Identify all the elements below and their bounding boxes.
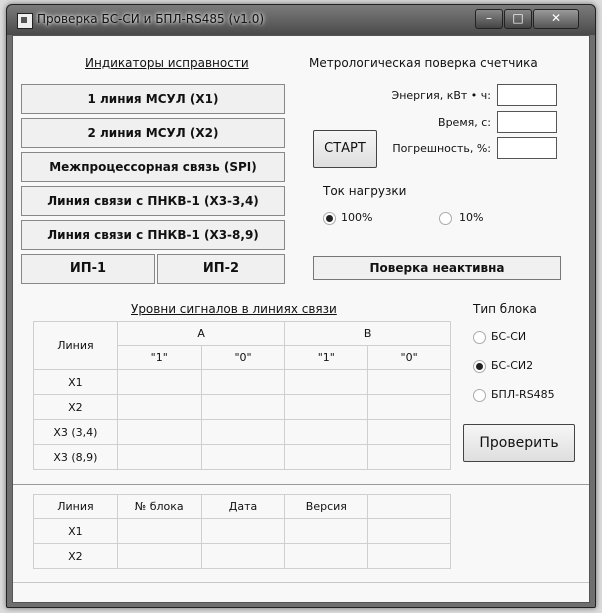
table-cell bbox=[368, 495, 451, 519]
block-type-label-bs-si2: БС-СИ2 bbox=[491, 359, 534, 372]
window-title: Проверка БС-СИ и БПЛ-RS485 (v1.0) bbox=[37, 12, 265, 26]
info-header-date: Дата bbox=[201, 495, 285, 519]
indicator-spi: Межпроцессорная связь (SPI) bbox=[21, 152, 285, 182]
block-type-radio-bs-si[interactable] bbox=[473, 331, 486, 344]
table-cell bbox=[368, 420, 451, 445]
table-cell bbox=[201, 445, 285, 470]
indicator-ip-2: ИП-2 bbox=[157, 254, 285, 284]
app-icon bbox=[17, 13, 33, 29]
table-cell bbox=[201, 370, 285, 395]
table-cell bbox=[285, 544, 368, 569]
energy-label: Энергия, кВт • ч: bbox=[391, 89, 491, 102]
table-cell bbox=[117, 370, 201, 395]
load-100-label: 100% bbox=[341, 211, 373, 224]
table-cell bbox=[117, 420, 201, 445]
bottom-divider bbox=[13, 582, 589, 583]
indicator-msul-line-2: 2 линия МСУЛ (X2) bbox=[21, 118, 285, 148]
signals-row-x2: X2 bbox=[34, 395, 118, 420]
signals-group-a: А bbox=[117, 322, 285, 346]
signals-sub-a1: "1" bbox=[117, 346, 201, 370]
time-field[interactable] bbox=[497, 111, 557, 133]
close-icon: ✕ bbox=[550, 11, 562, 25]
info-row-x2: X2 bbox=[34, 544, 118, 569]
client-area bbox=[12, 35, 590, 603]
close-button[interactable] bbox=[533, 9, 579, 29]
load-100-radio[interactable] bbox=[323, 212, 336, 225]
block-type-radio-bpl[interactable] bbox=[473, 389, 486, 402]
info-header-line: Линия bbox=[34, 495, 118, 519]
signals-line-header: Линия bbox=[34, 322, 118, 370]
minimize-icon: – bbox=[486, 11, 492, 25]
indicator-pnkv-34: Линия связи с ПНКВ-1 (X3-3,4) bbox=[21, 186, 285, 216]
table-cell bbox=[285, 370, 368, 395]
metrology-heading: Метрологическая поверка счетчика bbox=[309, 56, 538, 70]
load-10-radio[interactable] bbox=[439, 212, 452, 225]
signals-row-x1: X1 bbox=[34, 370, 118, 395]
indicator-ip-1: ИП-1 bbox=[21, 254, 155, 284]
signals-group-b: В bbox=[285, 322, 451, 346]
section-divider bbox=[13, 484, 589, 485]
block-type-label-bs-si: БС-СИ bbox=[491, 330, 527, 343]
info-row-x1: X1 bbox=[34, 519, 118, 544]
main-window bbox=[6, 4, 596, 608]
table-cell bbox=[285, 420, 368, 445]
table-cell bbox=[368, 544, 451, 569]
table-cell bbox=[201, 420, 285, 445]
table-cell bbox=[368, 445, 451, 470]
table-cell bbox=[285, 395, 368, 420]
block-type-label-bpl: БПЛ-RS485 bbox=[491, 388, 555, 401]
block-info-table bbox=[33, 494, 451, 569]
time-label: Время, с: bbox=[438, 116, 491, 129]
signals-heading: Уровни сигналов в линиях связи bbox=[131, 302, 337, 316]
indicator-msul-line-1: 1 линия МСУЛ (X1) bbox=[21, 84, 285, 114]
signals-sub-b1: "1" bbox=[285, 346, 368, 370]
info-header-block-no: № блока bbox=[117, 495, 201, 519]
verification-status: Поверка неактивна bbox=[313, 256, 561, 280]
signals-row-x3-34: X3 (3,4) bbox=[34, 420, 118, 445]
check-button[interactable]: Проверить bbox=[463, 424, 575, 462]
table-cell bbox=[117, 395, 201, 420]
minimize-button[interactable] bbox=[475, 9, 503, 29]
table-cell bbox=[117, 445, 201, 470]
info-header-version: Версия bbox=[285, 495, 368, 519]
error-label: Погрешность, %: bbox=[392, 142, 491, 155]
indicator-pnkv-89: Линия связи с ПНКВ-1 (X3-8,9) bbox=[21, 220, 285, 250]
maximize-button[interactable] bbox=[504, 9, 532, 29]
table-cell bbox=[368, 370, 451, 395]
error-field[interactable] bbox=[497, 137, 557, 159]
table-cell bbox=[285, 445, 368, 470]
table-cell bbox=[201, 395, 285, 420]
signals-sub-a0: "0" bbox=[201, 346, 285, 370]
indicators-heading: Индикаторы исправности bbox=[85, 56, 249, 70]
table-cell bbox=[117, 544, 201, 569]
title-bar[interactable] bbox=[7, 5, 595, 35]
table-cell bbox=[201, 519, 285, 544]
load-10-label: 10% bbox=[459, 211, 484, 224]
table-cell bbox=[368, 519, 451, 544]
maximize-icon: □ bbox=[512, 11, 524, 25]
start-button[interactable]: СТАРТ bbox=[313, 130, 377, 168]
signals-table bbox=[33, 321, 451, 470]
table-cell bbox=[117, 519, 201, 544]
table-cell bbox=[201, 544, 285, 569]
table-cell bbox=[285, 519, 368, 544]
block-type-radio-bs-si2[interactable] bbox=[473, 360, 486, 373]
table-cell bbox=[368, 395, 451, 420]
load-current-heading: Ток нагрузки bbox=[323, 184, 407, 198]
signals-row-x3-89: X3 (8,9) bbox=[34, 445, 118, 470]
signals-sub-b0: "0" bbox=[368, 346, 451, 370]
block-type-heading: Тип блока bbox=[473, 302, 537, 316]
energy-field[interactable] bbox=[497, 84, 557, 106]
